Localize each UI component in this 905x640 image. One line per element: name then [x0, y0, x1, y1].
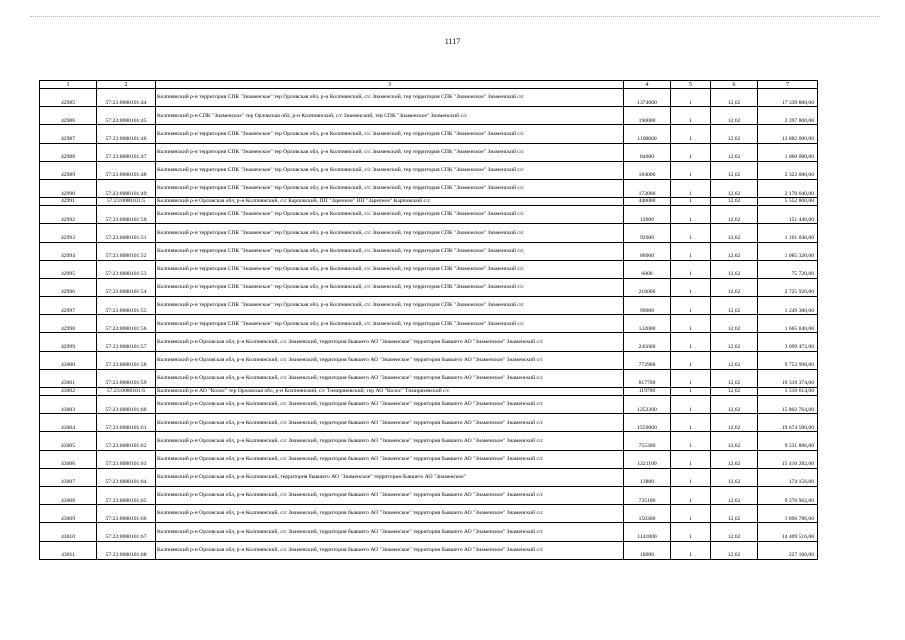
- rate-value: 12,62: [711, 242, 758, 260]
- table-row: [40, 125, 818, 143]
- cadastral-value: 1 665 840,00: [758, 315, 818, 333]
- rate-value: 12,62: [711, 450, 758, 468]
- location-description: Колпнянский р-н Орловская обл, р-н Колпнянский, с/с Знаменский, территория бывшего АО "Знаменское" территория бывшего АО "Знаменское" Знаменский с/с: [156, 450, 624, 468]
- area-value: 216000: [624, 278, 671, 296]
- scan-artifact-line: [30, 16, 880, 18]
- area-value: 772900: [624, 351, 671, 369]
- area-value: 440000: [624, 198, 671, 206]
- cadastral-value: 2 397 800,00: [758, 107, 818, 125]
- page-number: 1117: [444, 37, 461, 46]
- area-value: 92000: [624, 224, 671, 242]
- column-header: 4: [624, 81, 671, 89]
- rate-value: 12,62: [711, 278, 758, 296]
- cadastral-value: 14 409 516,00: [758, 523, 818, 541]
- table-row: [40, 388, 818, 396]
- coefficient-value: 1: [671, 523, 711, 541]
- location-description: Колпнянский р-н Орловская обл, р-н Колпнянский, с/с Знаменский, территория бывшего АО "Знаменское" территория бывшего АО "Знаменское" Знаменский с/с: [156, 505, 624, 523]
- location-description: Колпнянский р-н территория СПК "Знаменское" тер Орловская обл, р-н Колпнянский, с/с Знаменский, тер территория СПК "Знаменское" Знаменский с/с: [156, 224, 624, 242]
- cadastral-value: 3 099 472,00: [758, 333, 818, 351]
- column-header: 1: [40, 81, 97, 89]
- cadastral-value: 9 753 998,00: [758, 351, 818, 369]
- coefficient-value: 1: [671, 224, 711, 242]
- cadastral-number: 57:23:0080101:5: [97, 198, 156, 206]
- table-row: [40, 369, 818, 387]
- table-row: [40, 179, 818, 197]
- area-value: 119700: [624, 388, 671, 396]
- cadastral-value: 13 882 000,00: [758, 125, 818, 143]
- location-description: Колпнянский р-н территория СПК "Знаменское" тер Орловская обл, р-н Колпнянский, с/с Знаменский, тер территория СПК "Знаменское" Знаменский с/с: [156, 161, 624, 179]
- area-value: 13800: [624, 468, 671, 486]
- location-description: Колпнянский р-н территория СПК "Знаменское" тер Орловская обл, р-н Колпнянский, с/с Знаменский, тер территория СПК "Знаменское" Знаменский с/с: [156, 143, 624, 161]
- rate-value: 12,62: [711, 333, 758, 351]
- table-row: [40, 333, 818, 351]
- cadastral-value: 1 510 614,00: [758, 388, 818, 396]
- cadastral-number: 57:23:0080101:58: [97, 351, 156, 369]
- coefficient-value: 1: [671, 388, 711, 396]
- table-row: [40, 486, 818, 504]
- area-value: 132000: [624, 315, 671, 333]
- land-registry-table: [39, 80, 818, 560]
- row-number: 43008: [40, 486, 97, 504]
- area-value: 1221100: [624, 450, 671, 468]
- cadastral-number: 57:23:0080101:48: [97, 161, 156, 179]
- row-number: 42986: [40, 107, 97, 125]
- location-description: Колпнянский р-н территория СПК "Знаменское" тер Орловская обл, р-н Колпнянский, с/с Знаменский, тер территория СПК "Знаменское" Знаменский с/с: [156, 125, 624, 143]
- area-value: 755300: [624, 432, 671, 450]
- rate-value: 12,62: [711, 206, 758, 224]
- row-number: 43002: [40, 388, 97, 396]
- row-number: 43010: [40, 523, 97, 541]
- area-value: 99000: [624, 297, 671, 315]
- location-description: Колпнянский р-н территория СПК "Знаменское" тер Орловская обл, р-н Колпнянский, с/с Знаменский, тер территория СПК "Знаменское" Знаменский с/с: [156, 242, 624, 260]
- cadastral-value: 2 170 640,00: [758, 179, 818, 197]
- table-row: [40, 505, 818, 523]
- area-value: 817700: [624, 369, 671, 387]
- rate-value: 12,62: [711, 297, 758, 315]
- row-number: 42989: [40, 161, 97, 179]
- cadastral-number: 57:23:0080101:59: [97, 369, 156, 387]
- cadastral-number: 57:23:0080101:53: [97, 260, 156, 278]
- coefficient-value: 1: [671, 260, 711, 278]
- location-description: Колпнянский р-н Орловская обл, р-н Колпнянский, с/с Знаменский, территория бывшего АО "Знаменское" территория бывшего АО "Знаменское" Знаменский с/с: [156, 351, 624, 369]
- rate-value: 12,62: [711, 315, 758, 333]
- rate-value: 12,62: [711, 468, 758, 486]
- cadastral-number: 57:23:0080101:61: [97, 414, 156, 432]
- cadastral-value: 1 085 320,00: [758, 242, 818, 260]
- cadastral-number: 57:23:0080101:67: [97, 523, 156, 541]
- cadastral-number: 57:23:0080101:65: [97, 486, 156, 504]
- cadastral-number: 57:23:0080101:64: [97, 468, 156, 486]
- cadastral-value: 15 410 282,00: [758, 450, 818, 468]
- rate-value: 12,62: [711, 432, 758, 450]
- cadastral-value: 9 531 886,00: [758, 432, 818, 450]
- cadastral-number: 57:23:0080101:44: [97, 89, 156, 107]
- rate-value: 12,62: [711, 224, 758, 242]
- location-description: Колпнянский р-н территория СПК "Знаменское" тер Орловская обл, р-н Колпнянский, с/с Знаменский, тер территория СПК "Знаменское" Знаменский с/с: [156, 260, 624, 278]
- area-value: 1252200: [624, 396, 671, 414]
- row-number: 43009: [40, 505, 97, 523]
- location-description: Колпнянский р-н АО "Колос" тер Орловская обл, р-н Колпнянский, с/с Тимирязевский, тер АО "Колос" Тимирязевский с/с: [156, 388, 624, 396]
- cadastral-value: 227 160,00: [758, 541, 818, 559]
- cadastral-number: 57:23:0080101:54: [97, 278, 156, 296]
- cadastral-value: 151 440,00: [758, 206, 818, 224]
- coefficient-value: 1: [671, 143, 711, 161]
- table-row: [40, 260, 818, 278]
- row-number: 42990: [40, 179, 97, 197]
- location-description: Колпнянский р-н Орловская обл, р-н Колпнянский, с/с Знаменский, территория бывшего АО "Знаменское" территория бывшего АО "Знаменское" Знаменский с/с: [156, 396, 624, 414]
- rate-value: 12,62: [711, 369, 758, 387]
- area-value: 150300: [624, 505, 671, 523]
- row-number: 42992: [40, 206, 97, 224]
- area-value: 190000: [624, 107, 671, 125]
- coefficient-value: 1: [671, 450, 711, 468]
- cadastral-number: 57:23:0080101:56: [97, 315, 156, 333]
- location-description: Колпнянский р-н территория СПК "Знаменское" тер Орловская обл, р-н Колпнянский, с/с Знаменский, тер территория СПК "Знаменское" Знаменский с/с: [156, 89, 624, 107]
- cadastral-number: 57:23:0080101:57: [97, 333, 156, 351]
- table-row: [40, 242, 818, 260]
- location-description: Колпнянский р-н Орловская обл, р-н Колпнянский, с/с Знаменский, территория бывшего АО "Знаменское" территория бывшего АО "Знаменское" Знаменский с/с: [156, 414, 624, 432]
- cadastral-number: 57:23:0080101:6: [97, 388, 156, 396]
- location-description: Колпнянский р-н территория СПК "Знаменское" тер Орловская обл, р-н Колпнянский, с/с Знаменский, тер территория СПК "Знаменское" Знаменский с/с: [156, 315, 624, 333]
- location-description: Колпнянский р-н СПК "Знаменское" тер Орловская обл, р-н Колпнянский, с/с Знаменский, тер СПК "Знаменское" Знаменский с/с: [156, 107, 624, 125]
- cadastral-value: 1 161 040,00: [758, 224, 818, 242]
- area-value: 245600: [624, 333, 671, 351]
- rate-value: 12,62: [711, 161, 758, 179]
- row-number: 43005: [40, 432, 97, 450]
- table-row: [40, 541, 818, 559]
- cadastral-number: 57:23:0080101:60: [97, 396, 156, 414]
- table-row: [40, 414, 818, 432]
- rate-value: 12,62: [711, 125, 758, 143]
- location-description: Колпнянский р-н территория СПК "Знаменское" тер Орловская обл, р-н Колпнянский, с/с Знаменский, тер территория СПК "Знаменское" Знаменский с/с: [156, 179, 624, 197]
- cadastral-number: 57:23:0080101:50: [97, 206, 156, 224]
- table-body: [40, 89, 818, 560]
- area-value: 12000: [624, 206, 671, 224]
- cadastral-number: 57:23:0080101:68: [97, 541, 156, 559]
- row-number: 43003: [40, 396, 97, 414]
- row-number: 43004: [40, 414, 97, 432]
- cadastral-value: 1 896 786,00: [758, 505, 818, 523]
- column-header: 5: [671, 81, 711, 89]
- area-value: 84000: [624, 143, 671, 161]
- row-number: 42991: [40, 198, 97, 206]
- rate-value: 12,62: [711, 107, 758, 125]
- location-description: Колпнянский р-н Орловская обл, р-н Колпнянский, с/с Знаменский, территория бывшего АО "Знаменское" территория бывшего АО "Знаменское" Знаменский с/с: [156, 333, 624, 351]
- coefficient-value: 1: [671, 486, 711, 504]
- cadastral-number: 57:23:0080101:63: [97, 450, 156, 468]
- cadastral-number: 57:23:0080101:62: [97, 432, 156, 450]
- rate-value: 12,62: [711, 388, 758, 396]
- rate-value: 12,62: [711, 260, 758, 278]
- location-description: Колпнянский р-н территория СПК "Знаменское" тер Орловская обл, р-н Колпнянский, с/с Знаменский, тер территория СПК "Знаменское" Знаменский с/с: [156, 297, 624, 315]
- rate-value: 12,62: [711, 541, 758, 559]
- rate-value: 12,62: [711, 179, 758, 197]
- row-number: 42998: [40, 315, 97, 333]
- cadastral-number: 57:23:0080101:47: [97, 143, 156, 161]
- coefficient-value: 1: [671, 351, 711, 369]
- table-row: [40, 450, 818, 468]
- location-description: Колпнянский р-н Орловская обл, р-н Колпнянский, с/с Знаменский, территория бывшего АО "Знаменское" территория бывшего АО "Знаменское" Знаменский с/с: [156, 369, 624, 387]
- row-number: 42985: [40, 89, 97, 107]
- table-row: [40, 206, 818, 224]
- table-row: [40, 396, 818, 414]
- coefficient-value: 1: [671, 333, 711, 351]
- row-number: 43006: [40, 450, 97, 468]
- location-description: Колпнянский р-н Орловская обл, р-н Колпнянский, с/с Знаменский, территория бывшего АО "Знаменское" территория бывшего АО "Знаменское" Знаменский с/с: [156, 486, 624, 504]
- location-description: Колпнянский р-н территория СПК "Знаменское" тер Орловская обл, р-н Колпнянский, с/с Знаменский, тер территория СПК "Знаменское" Знаменский с/с: [156, 278, 624, 296]
- area-value: 86000: [624, 242, 671, 260]
- coefficient-value: 1: [671, 89, 711, 107]
- coefficient-value: 1: [671, 541, 711, 559]
- table-row: [40, 432, 818, 450]
- cadastral-number: 57:23:0080101:49: [97, 179, 156, 197]
- coefficient-value: 1: [671, 278, 711, 296]
- rate-value: 12,62: [711, 414, 758, 432]
- header-row: [40, 81, 818, 89]
- table-row: [40, 351, 818, 369]
- location-description: Колпнянский р-н Орловская обл, р-н Колпнянский, с/с Знаменский, территория бывшего АО "Знаменское" территория бывшего АО "Знаменское" Знаменский с/с: [156, 432, 624, 450]
- row-number: 42988: [40, 143, 97, 161]
- row-number: 42996: [40, 278, 97, 296]
- row-number: 43007: [40, 468, 97, 486]
- area-value: 735100: [624, 486, 671, 504]
- column-header: 2: [97, 81, 156, 89]
- area-value: 18000: [624, 541, 671, 559]
- cadastral-number: 57:23:0080101:45: [97, 107, 156, 125]
- coefficient-value: 1: [671, 396, 711, 414]
- row-number: 42994: [40, 242, 97, 260]
- cadastral-value: 15 802 764,00: [758, 396, 818, 414]
- coefficient-value: 1: [671, 414, 711, 432]
- coefficient-value: 1: [671, 297, 711, 315]
- cadastral-value: 2 322 080,00: [758, 161, 818, 179]
- table-row: [40, 468, 818, 486]
- row-number: 43000: [40, 351, 97, 369]
- coefficient-value: 1: [671, 468, 711, 486]
- table-row: [40, 224, 818, 242]
- table-row: [40, 143, 818, 161]
- cadastral-value: 174 156,00: [758, 468, 818, 486]
- coefficient-value: 1: [671, 107, 711, 125]
- rate-value: 12,62: [711, 505, 758, 523]
- row-number: 42999: [40, 333, 97, 351]
- area-value: 184000: [624, 161, 671, 179]
- area-value: 6000: [624, 260, 671, 278]
- location-description: Колпнянский р-н Орловская обл, р-н Колпнянский, территория бывшего АО "Знаменское" территория бывшего АО "Знаменское": [156, 468, 624, 486]
- table-row: [40, 161, 818, 179]
- table-row: [40, 523, 818, 541]
- column-header: 6: [711, 81, 758, 89]
- table-row: [40, 278, 818, 296]
- area-value: 172000: [624, 179, 671, 197]
- table-row: [40, 297, 818, 315]
- cadastral-value: 5 552 800,00: [758, 198, 818, 206]
- coefficient-value: 1: [671, 505, 711, 523]
- cadastral-number: 57:23:0080101:55: [97, 297, 156, 315]
- coefficient-value: 1: [671, 179, 711, 197]
- rate-value: 12,62: [711, 198, 758, 206]
- rate-value: 12,62: [711, 351, 758, 369]
- cadastral-value: 75 720,00: [758, 260, 818, 278]
- cadastral-value: 1 060 080,00: [758, 143, 818, 161]
- coefficient-value: 1: [671, 161, 711, 179]
- coefficient-value: 1: [671, 242, 711, 260]
- table-row: [40, 315, 818, 333]
- row-number: 43001: [40, 369, 97, 387]
- rate-value: 12,62: [711, 396, 758, 414]
- table-row: [40, 107, 818, 125]
- rate-value: 12,62: [711, 143, 758, 161]
- row-number: 42987: [40, 125, 97, 143]
- rate-value: 12,62: [711, 486, 758, 504]
- coefficient-value: 1: [671, 206, 711, 224]
- location-description: Колпнянский р-н Орловская обл, р-н Колпнянский, с/с Знаменский, территория бывшего АО "Знаменское" территория бывшего АО "Знаменское" Знаменский с/с: [156, 541, 624, 559]
- location-description: Колпнянский р-н территория СПК "Знаменское" тер Орловская обл, р-н Колпнянский, с/с Знаменский, тер территория СПК "Знаменское" Знаменский с/с: [156, 206, 624, 224]
- cadastral-number: 57:23:0080101:66: [97, 505, 156, 523]
- area-value: 1100000: [624, 125, 671, 143]
- cadastral-number: 57:23:0080101:51: [97, 224, 156, 242]
- cadastral-value: 10 319 374,00: [758, 369, 818, 387]
- row-number: 42997: [40, 297, 97, 315]
- cadastral-value: 9 276 962,00: [758, 486, 818, 504]
- coefficient-value: 1: [671, 315, 711, 333]
- area-value: 1559000: [624, 414, 671, 432]
- cadastral-value: 17 339 880,00: [758, 89, 818, 107]
- cadastral-number: 57:23:0080101:46: [97, 125, 156, 143]
- column-header: 7: [758, 81, 818, 89]
- coefficient-value: 1: [671, 125, 711, 143]
- area-value: 1141800: [624, 523, 671, 541]
- row-number: 43011: [40, 541, 97, 559]
- column-header: 3: [156, 81, 624, 89]
- cadastral-value: 19 674 580,00: [758, 414, 818, 432]
- coefficient-value: 1: [671, 432, 711, 450]
- cadastral-value: 1 249 380,00: [758, 297, 818, 315]
- cadastral-number: 57:23:0080101:52: [97, 242, 156, 260]
- table-row: [40, 198, 818, 206]
- row-number: 42993: [40, 224, 97, 242]
- rate-value: 12,62: [711, 523, 758, 541]
- location-description: Колпнянский р-н Орловская обл, р-н Колпнянский, с/с Знаменский, территория бывшего АО "Знаменское" территория бывшего АО "Знаменское" Знаменский с/с: [156, 523, 624, 541]
- rate-value: 12,62: [711, 89, 758, 107]
- area-value: 1374000: [624, 89, 671, 107]
- row-number: 42995: [40, 260, 97, 278]
- cadastral-value: 2 725 920,00: [758, 278, 818, 296]
- coefficient-value: 1: [671, 369, 711, 387]
- coefficient-value: 1: [671, 198, 711, 206]
- table-row: [40, 89, 818, 107]
- location-description: Колпнянский р-н Орловская обл, р-н Колпнянский, с/с Карповский, ПП "Заречное" ПП "Заречное" Карповский с/с: [156, 198, 624, 206]
